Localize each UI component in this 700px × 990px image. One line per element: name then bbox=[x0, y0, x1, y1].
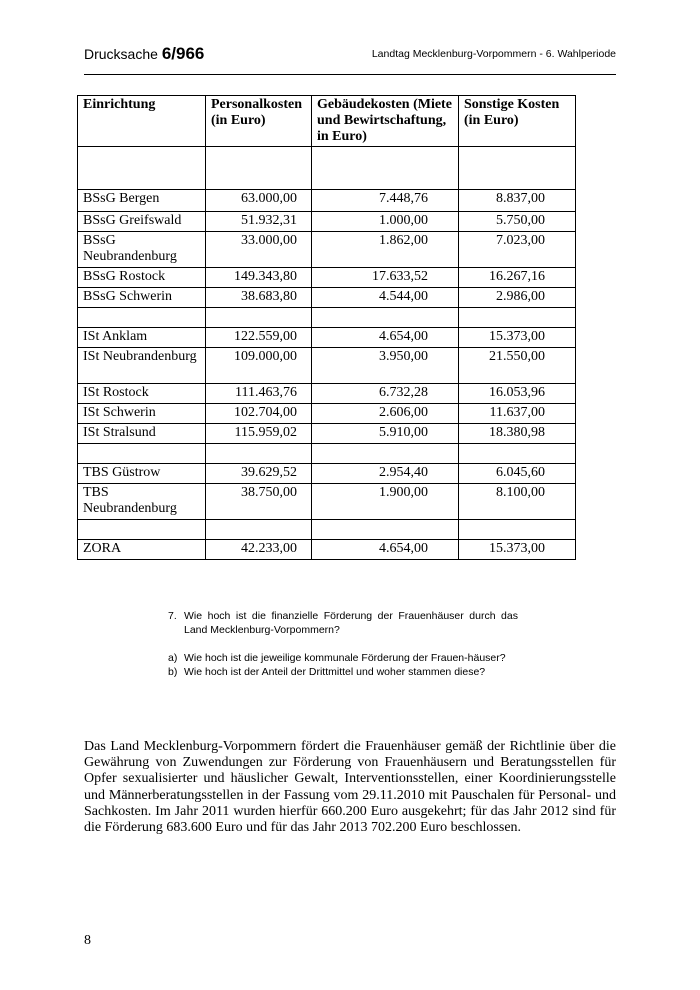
table-row bbox=[78, 404, 576, 424]
column-header: Einrichtung bbox=[78, 96, 206, 147]
column-header: Gebäudekosten (Miete und Bewirtschaftung, in Euro) bbox=[312, 96, 459, 147]
cell-personal: 115.959,02 bbox=[206, 424, 312, 444]
cell-personal: 149.343,80 bbox=[206, 268, 312, 288]
cell-sonstige: 21.550,00 bbox=[459, 348, 576, 384]
cell-personal: 63.000,00 bbox=[206, 190, 312, 212]
sub-a-text: Wie hoch ist die jeweilige kommunale Förderung der Frauen-häuser? bbox=[184, 652, 506, 664]
cost-table bbox=[77, 95, 576, 560]
cell-personal: 122.559,00 bbox=[206, 328, 312, 348]
question-block bbox=[168, 609, 518, 679]
cell-name: BSsG Neubrandenburg bbox=[78, 232, 206, 268]
cell-gebaeude: 6.732,28 bbox=[312, 384, 459, 404]
table-row bbox=[78, 232, 576, 268]
question-number: 7. bbox=[168, 610, 177, 622]
table-row bbox=[78, 424, 576, 444]
cell-name: TBS Neubrandenburg bbox=[78, 484, 206, 520]
table-row bbox=[78, 464, 576, 484]
answer-paragraph: Das Land Mecklenburg-Vorpommern fördert die Frauenhäuser gemäß der Richtlinie über die Gewährung von Zuwendungen zur Förderung von Frauenhäusern und Beratungsstellen für Opfer sexualisierter und häuslicher Gewalt, Interventionsstellen, einer Koordinierungsstelle und Männerberatungsstellen in der Fassung vom 29.11.2010 mit Pauschalen für Personal- und Sachkosten. Im Jahr 2011 wurden hierfür 660.200 Euro ausgekehrt; für das Jahr 2012 sind für die Förderung 683.600 Euro und für das Jahr 2013 702.200 Euro beschlossen. bbox=[84, 739, 616, 836]
cell-sonstige: 18.380,98 bbox=[459, 424, 576, 444]
cell-name: ISt Schwerin bbox=[78, 404, 206, 424]
cell-sonstige: 6.045,60 bbox=[459, 464, 576, 484]
cell-personal: 38.750,00 bbox=[206, 484, 312, 520]
cell-personal: 109.000,00 bbox=[206, 348, 312, 384]
page-header bbox=[84, 44, 616, 75]
table-row bbox=[78, 484, 576, 520]
cell-personal: 33.000,00 bbox=[206, 232, 312, 268]
table-header-row bbox=[78, 96, 576, 147]
table-spacer-row bbox=[78, 147, 576, 190]
cell-sonstige: 16.267,16 bbox=[459, 268, 576, 288]
table-row bbox=[78, 190, 576, 212]
table-row bbox=[78, 212, 576, 232]
parliament-title: Landtag Mecklenburg-Vorpommern - 6. Wahlperiode bbox=[371, 48, 616, 60]
cell-gebaeude: 1.900,00 bbox=[312, 484, 459, 520]
cell-sonstige: 8.100,00 bbox=[459, 484, 576, 520]
cell-gebaeude: 3.950,00 bbox=[312, 348, 459, 384]
cell-gebaeude: 5.910,00 bbox=[312, 424, 459, 444]
cell-personal: 102.704,00 bbox=[206, 404, 312, 424]
cell-gebaeude: 1.862,00 bbox=[312, 232, 459, 268]
cell-gebaeude: 1.000,00 bbox=[312, 212, 459, 232]
table-row bbox=[78, 268, 576, 288]
sub-b-label: b) bbox=[168, 666, 178, 678]
cell-name: ZORA bbox=[78, 540, 206, 560]
question-sub-a bbox=[168, 651, 518, 665]
table-separator-row bbox=[78, 520, 576, 540]
table-row bbox=[78, 328, 576, 348]
cell-name: ISt Anklam bbox=[78, 328, 206, 348]
table-row bbox=[78, 384, 576, 404]
cell-gebaeude: 4.544,00 bbox=[312, 288, 459, 308]
table-row bbox=[78, 540, 576, 560]
cell-name: ISt Rostock bbox=[78, 384, 206, 404]
cell-gebaeude: 4.654,00 bbox=[312, 540, 459, 560]
cell-sonstige: 15.373,00 bbox=[459, 328, 576, 348]
column-header: Sonstige Kosten (in Euro) bbox=[459, 96, 576, 147]
page-number: 8 bbox=[84, 933, 91, 948]
cell-personal: 111.463,76 bbox=[206, 384, 312, 404]
cell-personal: 51.932,31 bbox=[206, 212, 312, 232]
document-number bbox=[84, 44, 204, 64]
cell-name: ISt Stralsund bbox=[78, 424, 206, 444]
cell-name: ISt Neubrandenburg bbox=[78, 348, 206, 384]
table-row bbox=[78, 348, 576, 384]
cell-name: BSsG Schwerin bbox=[78, 288, 206, 308]
cell-gebaeude: 17.633,52 bbox=[312, 268, 459, 288]
doc-number: 6/966 bbox=[161, 44, 205, 63]
column-header: Personalkosten (in Euro) bbox=[206, 96, 312, 147]
cell-sonstige: 8.837,00 bbox=[459, 190, 576, 212]
cell-sonstige: 5.750,00 bbox=[459, 212, 576, 232]
table-separator-row bbox=[78, 444, 576, 464]
cell-name: BSsG Greifswald bbox=[78, 212, 206, 232]
cell-sonstige: 2.986,00 bbox=[459, 288, 576, 308]
sub-a-label: a) bbox=[168, 652, 178, 664]
cell-personal: 38.683,80 bbox=[206, 288, 312, 308]
cell-gebaeude: 2.606,00 bbox=[312, 404, 459, 424]
table-separator-row bbox=[78, 308, 576, 328]
cell-gebaeude: 2.954,40 bbox=[312, 464, 459, 484]
question-sub-b bbox=[168, 665, 518, 679]
question-main bbox=[168, 609, 518, 637]
doc-label: Drucksache bbox=[84, 46, 158, 62]
cell-personal: 42.233,00 bbox=[206, 540, 312, 560]
cell-sonstige: 15.373,00 bbox=[459, 540, 576, 560]
table-row bbox=[78, 288, 576, 308]
cell-name: TBS Güstrow bbox=[78, 464, 206, 484]
sub-b-text: Wie hoch ist der Anteil der Drittmittel und woher stammen diese? bbox=[184, 666, 486, 678]
cell-name: BSsG Rostock bbox=[78, 268, 206, 288]
question-text: Wie hoch ist die finanzielle Förderung der Frauenhäuser durch das Land Mecklenburg-Vorpommern? bbox=[184, 610, 518, 636]
cell-sonstige: 7.023,00 bbox=[459, 232, 576, 268]
cell-name: BSsG Bergen bbox=[78, 190, 206, 212]
cell-sonstige: 16.053,96 bbox=[459, 384, 576, 404]
cell-personal: 39.629,52 bbox=[206, 464, 312, 484]
cell-gebaeude: 7.448,76 bbox=[312, 190, 459, 212]
cell-gebaeude: 4.654,00 bbox=[312, 328, 459, 348]
cell-sonstige: 11.637,00 bbox=[459, 404, 576, 424]
